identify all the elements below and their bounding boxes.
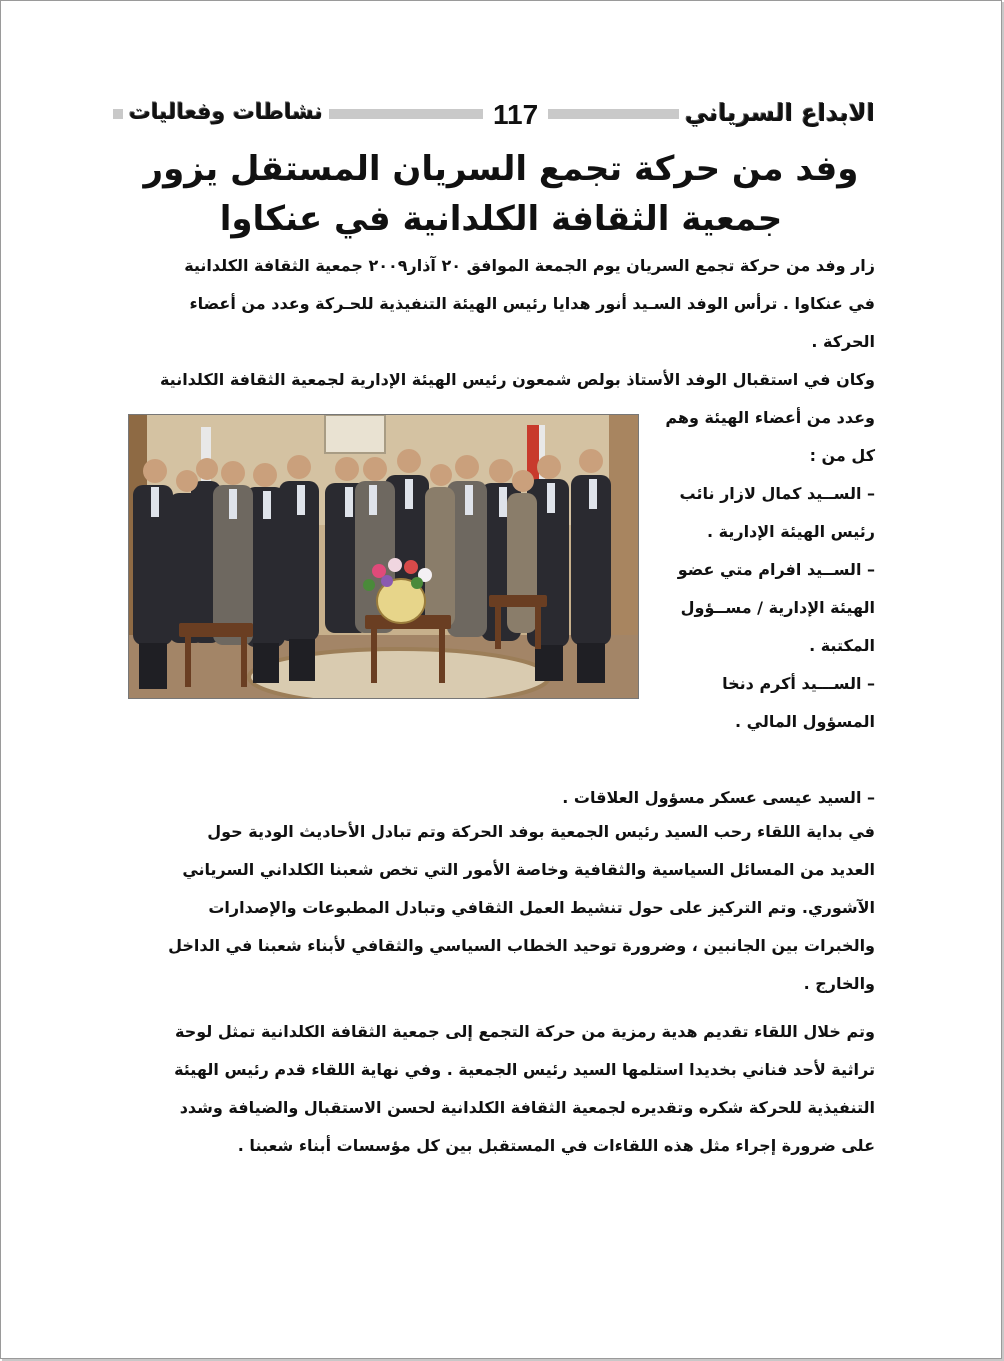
list-item [646, 551, 875, 665]
text-line: التنفيذية للحركة شكره وتقديره لجمعية الثقافة الكلدانية لحسن الاستقبال والضيافة وشدد [179, 1098, 875, 1117]
text-line: المكتبة . [809, 636, 875, 655]
paragraph-intro [127, 247, 875, 361]
list-item [646, 475, 875, 551]
list-item [646, 665, 875, 741]
page-header [113, 96, 881, 132]
text-line: العديد من المسائل السياسية والثقافية وخاصة الأمور التي تخص شعبنا الكلداني السرياني [182, 860, 875, 879]
text-line: في بداية اللقاء رحب السيد رئيس الجمعية بوفد الحركة وتم تبادل الأحاديث الودية حول [207, 822, 875, 841]
group-photo-illustration [129, 415, 638, 698]
group-photo [128, 414, 639, 699]
text-line: المسؤول المالي . [735, 712, 875, 731]
text-line: وعدد من أعضاء الهيئة وهم [665, 408, 875, 427]
magazine-title: الابداع السرياني [679, 96, 881, 132]
section-title: نشاطات وفعاليات [123, 96, 329, 132]
article-title-line-1: وفد من حركة تجمع السريان المستقل يزور [143, 149, 859, 189]
text-line: – الســـيد أكرم دنخا [722, 674, 875, 693]
text-line: رئيس الهيئة الإدارية . [707, 522, 875, 541]
paragraph-meeting [127, 813, 875, 1003]
article-title [121, 144, 881, 244]
paragraph-reception-continued [646, 399, 875, 475]
text-line: الآشوري. وتم التركيز على حول تنشيط العمل الثقافي وتبادل المطبوعات والإصدارات [208, 898, 875, 917]
text-line: وتم خلال اللقاء تقديم هدية رمزية من حركة التجمع إلى جمعية الثقافة الكلدانية تمثل لوحة [175, 1022, 875, 1041]
text-line: تراثية لأحد فناني بخديدا استلمها السيد رئيس الجمعية . وفي نهاية اللقاء قدم رئيس الهيئة [174, 1060, 875, 1079]
text-line: والخبرات بين الجانبين ، وضرورة توحيد الخطاب السياسي والثقافي لأبناء شعبنا في الداخل [168, 936, 875, 955]
page-number: 117 [483, 96, 548, 132]
text-line: – الســيد كمال لازار نائب [679, 484, 875, 503]
text-line: وكان في استقبال الوفد الأستاذ بولص شمعون رئيس الهيئة الإدارية لجمعية الثقافة الكلدانية [159, 370, 875, 389]
text-line: على ضرورة إجراء مثل هذه اللقاءات في المستقبل بين كل مؤسسات أبناء شعبنا . [237, 1136, 875, 1155]
text-line: في عنكاوا . ترأس الوفد السـيد أنور هدايا رئيس الهيئة التنفيذية للحـركة وعدد من أعضاء [189, 294, 875, 313]
paragraph-gift [127, 1013, 875, 1165]
member-list [646, 475, 875, 741]
article-title-line-2: جمعية الثقافة الكلدانية في عنكاوا [219, 199, 783, 239]
text-line: الحركة . [811, 332, 875, 351]
member-list-last-item: – السيد عيسى عسكر مسؤول العلاقات . [562, 788, 875, 807]
text-line: الهيئة الإدارية / مســؤول [680, 598, 875, 617]
paragraph-reception [127, 361, 875, 399]
text-line: – الســيد افرام متي عضو [677, 560, 875, 579]
text-line: والخارج . [803, 974, 875, 993]
text-line: زار وفد من حركة تجمع السريان يوم الجمعة الموافق ٢٠ آذار٢٠٠٩ جمعية الثقافة الكلدانية [184, 256, 875, 275]
text-line: كل من : [809, 446, 875, 465]
